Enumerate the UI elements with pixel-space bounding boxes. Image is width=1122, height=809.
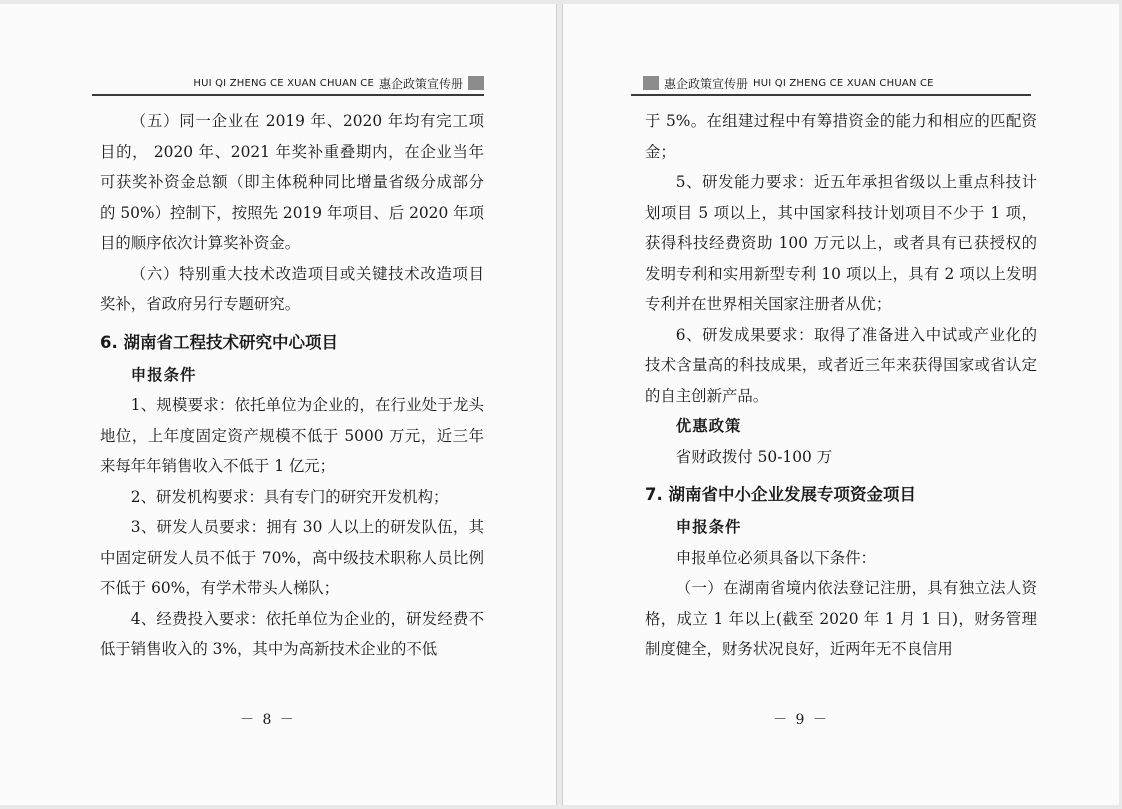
- left-header-rule: [92, 94, 484, 96]
- left-header-latin: HUI QI ZHENG CE XUAN CHUAN CE: [193, 77, 374, 89]
- intro-text: 申报单位必须具备以下条件：: [675, 548, 876, 567]
- right-header-latin: HUI QI ZHENG CE XUAN CHUAN CE: [753, 77, 934, 89]
- sub-title-policy: 优惠政策: [675, 417, 742, 435]
- sub-title-conditions-7: 申报条件: [675, 518, 742, 536]
- sub-title-conditions: 申报条件: [130, 365, 197, 384]
- condition-5: 5、研发能力要求：近五年承担省级以上重点科技计划项目 5 项以上，其中国家科技计划项目不少于 1 项，获得科技经费资助 100 万元以上，或者具有已获授权的发明专利和实用新型专利 10 项以上，具有 2 项以上发明专利并在世界相关国家注册者从优；: [645, 173, 1037, 313]
- left-page-number: － 8 －: [240, 712, 296, 728]
- left-page: [0, 4, 557, 805]
- right-header-rule: [631, 94, 1031, 96]
- paragraph-5: （五）同一企业在 2019 年、2020 年均有完工项目的， 2020 年、2021 年奖补重叠期内，在企业当年可获奖补资金总额（即主体税种同比增量省级分成部分的 50%）控制下，按照先 2019 年项目、后 2020 年项目的顺序依次计算奖补资金。: [100, 112, 484, 252]
- paragraph-6: （六）特别重大技术改造项目或关键技术改造项目奖补，省政府另行专题研究。: [100, 264, 484, 313]
- condition-6: 6、研发成果要求：取得了准备进入中试或产业化的技术含量高的科技成果，或者近三年来获得国家或省认定的自主创新产品。: [645, 325, 1037, 405]
- condition-1: 1、规模要求：依托单位为企业的，在行业处于龙头地位，上年度固定资产规模不低于 5000 万元，近三年来每年年销售收入不低于 1 亿元；: [100, 396, 484, 475]
- condition-2: 2、研发机构要求：具有专门的研究开发机构；: [130, 487, 449, 506]
- right-page: [562, 4, 1119, 805]
- left-header-title: 惠企政策宣传册: [378, 76, 463, 91]
- condition-3: 3、研发人员要求：拥有 30 人以上的研发队伍，其中固定研发人员不低于 70%，高中级技术职称人员比例不低于 60%，有学术带头人梯队；: [100, 518, 484, 597]
- condition-4-continued: 于 5%。在组建过程中有筹措资金的能力和相应的匹配资金；: [645, 112, 1037, 161]
- right-body: [645, 106, 1037, 665]
- item-1: （一）在湖南省境内依法登记注册，具有独立法人资格，成立 1 年以上(截至 2020 年 1 月 1 日)，财务管理制度健全，财务状况良好，近两年无不良信用: [645, 579, 1037, 658]
- right-page-number: － 9 －: [773, 712, 829, 728]
- condition-4: 4、经费投入要求：依托单位为企业的，研发经费不低于销售收入的 3%，其中为高新技术企业的不低: [100, 609, 484, 658]
- right-header-title: 惠企政策宣传册: [664, 76, 749, 91]
- left-body: [100, 106, 484, 665]
- right-header: [643, 74, 934, 92]
- header-block-icon: [468, 76, 484, 90]
- header-block-icon: [643, 76, 659, 90]
- section-title-6: 6. 湖南省工程技术研究中心项目: [100, 332, 338, 352]
- left-header: [193, 74, 484, 92]
- section-title-7: 7. 湖南省中小企业发展专项资金项目: [645, 485, 916, 504]
- policy-text: 省财政拨付 50-100 万: [675, 447, 833, 466]
